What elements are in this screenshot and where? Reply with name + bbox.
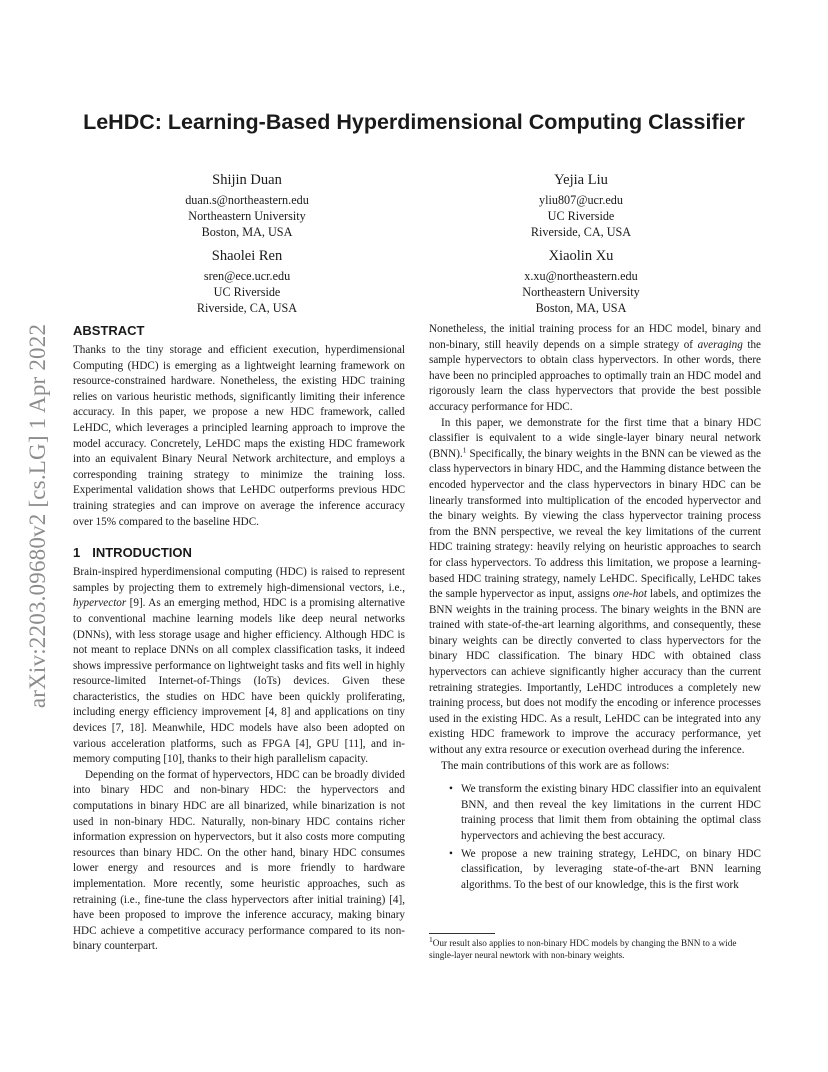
intro-paragraph-4 [429, 416, 761, 759]
text-run: [9]. As an emerging method, HDC is a promising alternative to conventional machine learning models like deep neural networks (DNNs), with less storage usage and higher efficiency. Although HDC is not meant to replace DNNs on all complex classification tasks, it indeed shows impressive performance on lightweight tasks and fits well in highly resource-limited Internet-of-Things (IoTs) devices. Given these characteristics, the studies on HDC have been quickly proliferating, including energy efficiency improvement [4, 8] and applications on tiny devices [7, 18]. Meanwhile, HDC models have also been adopted on various acceleration platforms, such as FPGA [4], GPU [11], and in-memory computing [10], thanks to their high parallelism capacity. [73, 597, 405, 766]
author-affiliation: UC Riverside [547, 209, 615, 223]
author-name: Xiaolin Xu [548, 248, 614, 264]
abstract-heading: ABSTRACT [73, 323, 145, 338]
author-block [117, 246, 377, 316]
paper-title: LeHDC: Learning-Based Hyperdimensional Computing Classifier [83, 110, 745, 134]
author-email: x.xu@northeastern.edu [524, 269, 638, 283]
arxiv-sidebar-stamp [10, 292, 66, 740]
author-location: Boston, MA, USA [535, 301, 627, 315]
footnote-mark: 1 [429, 934, 433, 944]
section-heading-introduction [73, 544, 405, 561]
author-block [451, 170, 711, 240]
intro-paragraph-3 [429, 322, 761, 416]
emphasis: averaging [697, 338, 743, 351]
author-location: Riverside, CA, USA [196, 301, 298, 315]
author-location: Boston, MA, USA [201, 225, 293, 239]
author-location: Riverside, CA, USA [530, 225, 632, 239]
author-affiliation: UC Riverside [213, 285, 281, 299]
contributions-list [429, 782, 761, 893]
abstract-text: Thanks to the tiny storage and efficient execution, hyperdimensional Computing (HDC) is emerging as a lightweight learning framework on resource-constrained hardware. Nonetheless, the existing HDC training relies on various heuristic methods, significantly limiting their inference accuracy. In this paper, we propose a new HDC framework, called LeHDC, which leverages a principled learning approach to improve the model accuracy. Concretely, LeHDC maps the existing HDC framework into an equivalent Binary Neural Network architecture, and employs a corresponding training strategy to minimize the training loss. Experimental validation shows that LeHDC outperforms previous HDC training strategies and can improve on average the inference accuracy over 15% compared to the baseline HDC. [73, 344, 405, 528]
emphasis: hypervector [73, 597, 127, 610]
footnote-marker: 1 [462, 445, 467, 455]
intro-paragraph-2: Depending on the format of hypervectors, HDC can be broadly divided into binary HDC and non-binary HDC: the hypervectors and computations in binary HDC are all binarized, while binarization is not used in non-binary HDC. Naturally, non-binary HDC contains richer information expression on hypervectors, but it also costs more computing resources than binary HDC. On the other hand, binary HDC consumes lower energy and resources and is more friendly to hardware implementation. More recently, some heuristic approaches, such as retraining (i.e., fine-tune the class hypervectors after initial training) [4], have been proposed to improve the inference accuracy, making binary HDC achieve a competitive accuracy performance compared to its non-binary counterpart. [73, 768, 405, 953]
text-run: Nonetheless, the initial training process for an HDC model, binary and non-binary, still heavily depends on a simple strategy of [429, 323, 761, 351]
author-email: yliu807@ucr.edu [539, 193, 623, 207]
list-item-text: We transform the existing binary HDC classifier into an equivalent BNN, and then reveal the key limitations in the current HDC training process that limit them from obtaining the optimal class hypervectors and achieving the best accuracy. [461, 783, 761, 842]
text-run: In this paper, we demonstrate for the first time that a binary HDC classifier is equivalent to a wide single-layer binary neural network (BNN). [429, 416, 761, 460]
author-affiliation: Northeastern University [522, 285, 640, 299]
author-email: sren@ece.ucr.edu [203, 269, 291, 283]
left-column [73, 322, 405, 955]
section-title: INTRODUCTION [92, 545, 192, 561]
section-number: 1 [73, 545, 81, 561]
text-run: labels, and optimizes the BNN weights in the training process. The binary weights in the BNN are trained with state-of-the-art learning algorithms, and consequently, these binary weights can be directly converted to class hypervectors for the binary HDC classification. The binary HDC with obtained class hypervectors can achieve significantly higher accuracy than the current retraining strategies. Importantly, LeHDC introduces a completely new training process, but does not modify the encoding or inference processes used in the existing HDC. As a result, LeHDC can be integrated into any existing HDC framework to improve the accuracy performance, yet without any extra resource or execution overhead during the inference. [429, 588, 761, 757]
list-item [429, 782, 761, 844]
list-item-text: We propose a new training strategy, LeHDC, on binary HDC classification, by leveraging state-of-the-art BNN learning algorithms. To the best of our knowledge, this is the first work [461, 847, 761, 891]
footnote [429, 934, 761, 961]
intro-paragraph-1 [73, 565, 405, 768]
author-block [117, 170, 377, 240]
text-run: the sample hypervectors to obtain class hypervectors. In other words, there have been no principled approaches to optimally train an HDC model and rigorously learn the class hypervectors that provide the best possible accuracy performance for HDC. [429, 338, 761, 413]
right-column [429, 322, 761, 895]
footnote-rule [429, 933, 495, 934]
author-name: Shijin Duan [212, 172, 282, 188]
author-name: Shaolei Ren [211, 248, 283, 264]
intro-paragraph-5: The main contributions of this work are as follows: [441, 759, 670, 772]
author-affiliation: Northeastern University [188, 209, 306, 223]
bullet-icon: • [449, 783, 453, 796]
text-run: Brain-inspired hyperdimensional computing (HDC) is raised to represent samples by projecting them to extremely high-dimensional vectors, i.e., [73, 566, 405, 594]
author-name: Yejia Liu [554, 172, 608, 188]
arxiv-identifier: arXiv:2203.09680v2 [cs.LG] 1 Apr 2022 [25, 323, 51, 709]
bullet-icon: • [449, 847, 453, 860]
author-email: duan.s@northeastern.edu [185, 193, 309, 207]
emphasis: one-hot [612, 588, 647, 601]
list-item [429, 847, 761, 894]
footnote-text: Our result also applies to non-binary HDC models by changing the BNN to a wide single-layer neural newtork with non-binary weights. [429, 938, 737, 960]
author-block [451, 246, 711, 316]
text-run: Specifically, the binary weights in the BNN can be viewed as the class hypervectors in binary HDC, and the Hamming distance between the encoded hypervector and the class hypervectors in binary HDC can be linearly transformed into multiplication of the encoded hypervector and the binary weights. By viewing the class hypervector training process from the BNN perspective, we reveal the key limitations of the current HDC training strategy: heavily relying on heuristic approaches to search for class hypervectors. To address this limitation, we propose a learning-based HDC training strategy, namely LeHDC. Specifically, LeHDC takes the sample hypervector as input, assigns [429, 447, 761, 601]
